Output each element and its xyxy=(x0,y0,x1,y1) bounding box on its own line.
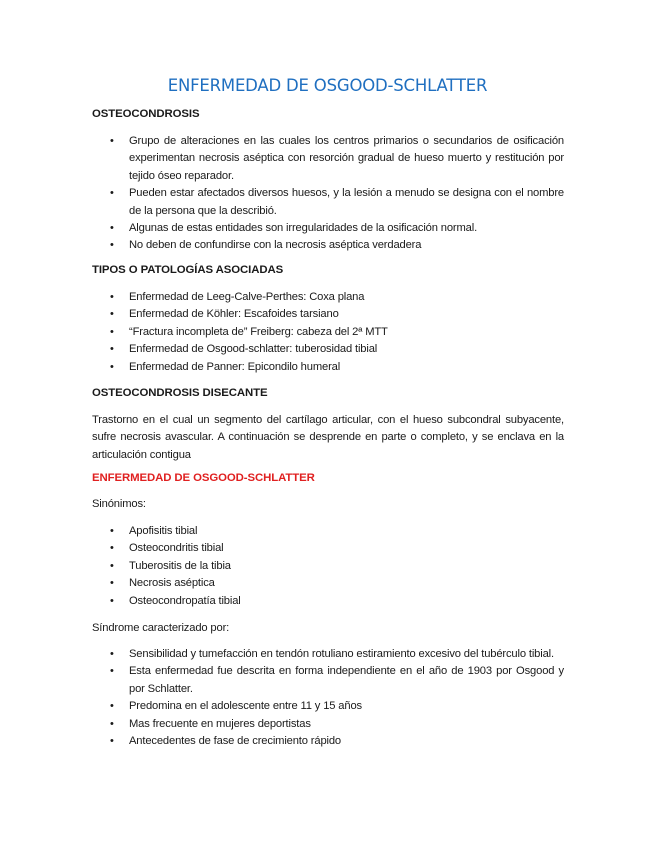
heading-tipos-patologias: TIPOS O PATOLOGÍAS ASOCIADAS xyxy=(92,264,284,276)
bullet-icon: • xyxy=(110,360,114,373)
list-item-text: Necrosis aséptica xyxy=(129,577,215,590)
bullet-icon: • xyxy=(110,187,114,200)
bullet-icon: • xyxy=(110,735,114,748)
bullet-icon: • xyxy=(110,325,114,338)
bullet-icon: • xyxy=(110,665,114,678)
bullet-icon: • xyxy=(110,577,114,590)
list-item-text: Enfermedad de Osgood-schlatter: tuberosidad tibial xyxy=(129,343,378,356)
heading-osteocondrosis: OSTEOCONDROSIS xyxy=(92,108,200,120)
list-item xyxy=(92,593,564,610)
list-item xyxy=(92,575,564,592)
synonyms-label: Sinónimos: xyxy=(92,498,146,510)
list-item-text: Algunas de estas entidades son irregularidades de la osificación normal. xyxy=(129,222,478,235)
osteocondrosis-list xyxy=(92,133,564,255)
list-item-text: Enfermedad de Panner: Epicondilo humeral xyxy=(129,360,341,373)
bullet-icon: • xyxy=(110,291,114,303)
list-item xyxy=(92,646,564,663)
document-title: ENFERMEDAD DE OSGOOD-SCHLATTER xyxy=(167,76,488,95)
list-item-text: Osteocondritis tibial xyxy=(129,542,224,555)
list-item xyxy=(92,716,564,733)
list-item-text: No deben de confundirse con la necrosis aséptica verdadera xyxy=(129,239,422,252)
bullet-icon: • xyxy=(110,135,114,147)
list-item xyxy=(92,306,564,323)
list-item-text: Predomina en el adolescente entre 11 y 15 años xyxy=(129,700,362,713)
list-item-text: Tuberositis de la tibia xyxy=(129,559,231,572)
tipos-list xyxy=(92,289,564,376)
list-item xyxy=(92,289,564,306)
synonyms-list xyxy=(92,523,564,610)
list-item-text: Enfermedad de Leeg-Calve-Perthes: Coxa plana xyxy=(129,291,365,303)
bullet-icon: • xyxy=(110,717,114,730)
list-item xyxy=(92,733,564,750)
list-item xyxy=(92,523,564,540)
list-item-text: Pueden estar afectados diversos huesos, y la lesión a menudo se designa con el nombre de la persona que la describió. xyxy=(129,187,564,217)
list-item-text: Enfermedad de Köhler: Escafoides tarsiano xyxy=(129,308,339,321)
list-item xyxy=(92,185,564,220)
bullet-icon: • xyxy=(110,700,114,713)
bullet-icon: • xyxy=(110,525,114,537)
heading-osteocondrosis-disecante: OSTEOCONDROSIS DISECANTE xyxy=(92,387,268,399)
list-item xyxy=(92,341,564,358)
list-item-text: Grupo de alteraciones en las cuales los centros primarios o secundarios de osificación experimentan necrosis aséptica con resorción gradual de hueso muerto y restitución por tejido óseo reparador. xyxy=(129,135,564,182)
bullet-icon: • xyxy=(110,222,114,235)
list-item xyxy=(92,324,564,341)
list-item xyxy=(92,698,564,715)
list-item-text: Osteocondropatía tibial xyxy=(129,594,241,607)
list-item-text: “Fractura incompleta de” Freiberg: cabeza del 2ª MTT xyxy=(129,325,388,338)
list-item-text: Apofisitis tibial xyxy=(129,525,198,537)
list-item-text: Mas frecuente en mujeres deportistas xyxy=(129,717,311,730)
list-item xyxy=(92,540,564,557)
syndrome-list xyxy=(92,646,564,750)
list-item xyxy=(92,133,564,185)
bullet-icon: • xyxy=(110,559,114,572)
bullet-icon: • xyxy=(110,648,114,660)
bullet-icon: • xyxy=(110,308,114,321)
disecante-paragraph: Trastorno en el cual un segmento del cartílago articular, con el hueso subcondral subyacente, sufre necrosis avascular. A continuación se desprende en parte o completo, y se enclava en la articulación contigua xyxy=(92,414,564,461)
bullet-icon: • xyxy=(110,542,114,555)
list-item xyxy=(92,220,564,237)
bullet-icon: • xyxy=(110,343,114,356)
bullet-icon: • xyxy=(110,239,114,252)
bullet-icon: • xyxy=(110,594,114,607)
list-item-text: Sensibilidad y tumefacción en tendón rotuliano estiramiento excesivo del tubérculo tibial. xyxy=(129,648,554,660)
list-item-text: Esta enfermedad fue descrita en forma independiente en el año de 1903 por Osgood y por Schlatter. xyxy=(129,665,564,695)
heading-osgood-schlatter: ENFERMEDAD DE OSGOOD-SCHLATTER xyxy=(92,472,315,484)
list-item xyxy=(92,237,564,254)
list-item xyxy=(92,663,564,698)
list-item xyxy=(92,558,564,575)
list-item-text: Antecedentes de fase de crecimiento rápido xyxy=(129,735,341,748)
list-item xyxy=(92,359,564,376)
syndrome-label: Síndrome caracterizado por: xyxy=(92,622,230,634)
